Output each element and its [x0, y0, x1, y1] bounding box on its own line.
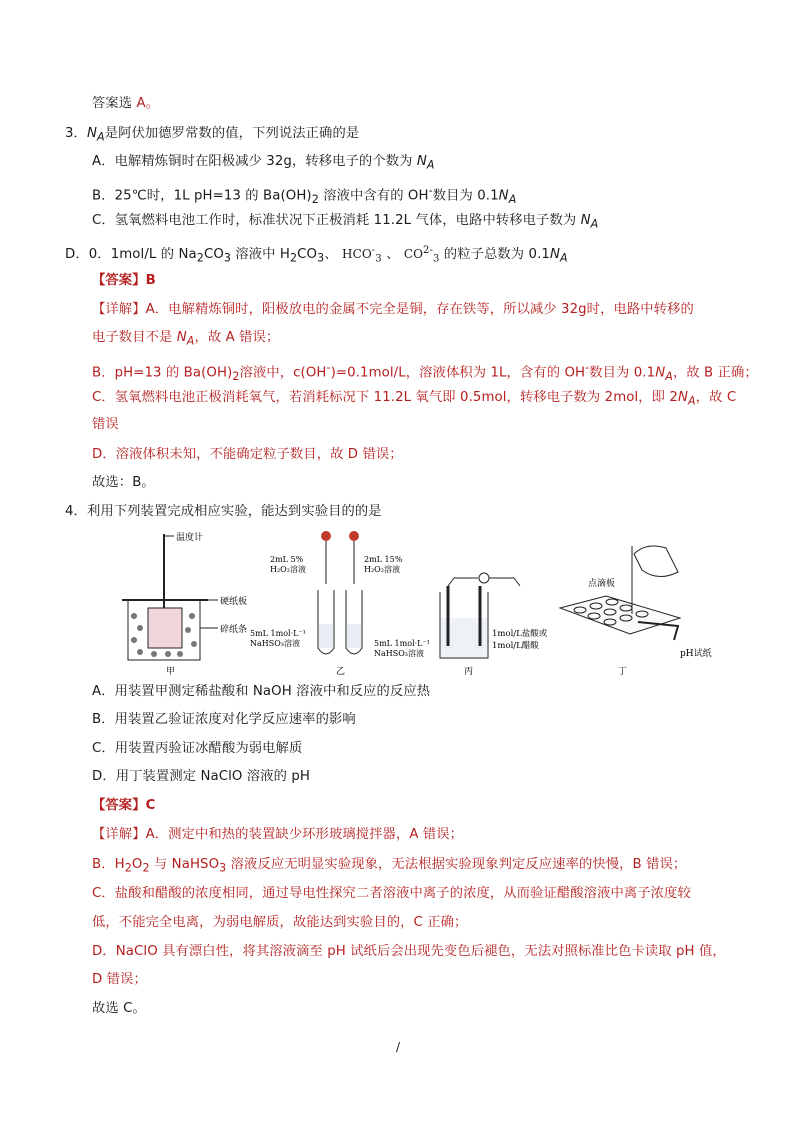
- detail-text: A．测定中和热的装置缺少环形玻璃搅拌器，A 错误；: [145, 827, 464, 842]
- q4-stem: [65, 502, 382, 522]
- q3-option-b-post: 数目为 0.1: [432, 188, 499, 204]
- q4-detail-b: [92, 855, 686, 879]
- q3-option-d-h: 溶液中 H: [231, 247, 290, 262]
- dropper-bulb-left: [321, 531, 331, 541]
- dropper-bulb-right: [349, 531, 359, 541]
- conclusion-text: 故选：B。: [92, 475, 155, 490]
- spot-plate: [560, 596, 680, 634]
- detail-text: B．H: [92, 857, 125, 872]
- caption-ding: 丁: [618, 667, 628, 676]
- caption-bing: 丙: [464, 667, 474, 676]
- option-text: A．用装置甲测定稀盐酸和 NaOH 溶液中和反应的反应热: [92, 684, 431, 699]
- q3-option-a: [92, 152, 435, 176]
- apparatus-ding: [560, 546, 680, 640]
- label-paper: 碎纸条: [220, 625, 248, 635]
- caption-jia: 甲: [166, 667, 176, 676]
- detail-text: 电子数目不是: [92, 330, 177, 345]
- label-board: 硬纸板: [220, 597, 248, 607]
- wire-right: [489, 578, 520, 586]
- answer-value: B: [145, 273, 156, 288]
- co3-formula: [403, 245, 440, 265]
- q4-number: 4．: [65, 504, 87, 519]
- q4-detail-d2: [92, 970, 147, 990]
- detail-text: 与 NaHSO: [149, 857, 220, 872]
- detail-text: ，故 C: [695, 390, 737, 405]
- option-text: B．用装置乙验证浓度对化学反应速率的影响: [92, 712, 356, 727]
- q3-detail-c1: [92, 388, 736, 412]
- detail-text: 低，不能完全电离，为弱电解质，故能达到实验目的，C 正确；: [92, 915, 468, 930]
- q3-conclusion: [92, 473, 155, 493]
- q4-conclusion: [92, 999, 146, 1019]
- q4-answer: [92, 796, 155, 816]
- conclusion-text: 故选 C。: [92, 1001, 146, 1016]
- subscript: 3: [375, 253, 382, 265]
- q3-detail-a2: [92, 328, 279, 352]
- q2-answer-line: [92, 94, 159, 114]
- q4-detail-c1: [92, 884, 691, 904]
- detail-label: 【详解】: [92, 302, 146, 317]
- detail-label: 【详解】: [92, 827, 146, 842]
- label-ding-plate: 点滴板: [588, 579, 616, 589]
- option-text: D．用丁装置测定 NaClO 溶液的 pH: [92, 769, 310, 784]
- caption-yi: 乙: [336, 667, 346, 676]
- na-sub: A: [560, 251, 568, 265]
- label-yi-right-bottom: 5mL 1mol·L⁻¹: [374, 639, 430, 648]
- na-sub: A: [426, 158, 435, 172]
- label-ding-paper: pH试纸: [680, 649, 712, 659]
- na-symbol: N: [655, 365, 666, 381]
- subscript: 3: [219, 861, 227, 875]
- na-symbol: N: [580, 213, 591, 228]
- q3-detail-c2: [92, 415, 119, 435]
- superscript: -: [326, 361, 331, 374]
- q3-option-d-text: D．0．1mol/L 的 Na: [65, 247, 197, 262]
- na-symbol: N: [549, 247, 560, 262]
- subscript: 3: [317, 251, 325, 265]
- q3-answer: [92, 271, 156, 291]
- q3-number: 3．: [65, 126, 87, 141]
- apparatus-yi: [318, 531, 362, 654]
- q2-answer-prefix: 答案选: [92, 96, 137, 111]
- answer-label: 【答案】: [92, 798, 146, 813]
- label-yi-left-top: 2mL 5%: [270, 555, 304, 564]
- label-yi-left-bottom: 5mL 1mol·L⁻¹: [250, 629, 306, 638]
- detail-text: 错误: [92, 417, 119, 432]
- subscript: 2: [142, 861, 150, 875]
- q3-detail-b: [92, 358, 758, 387]
- apparatus-jia: [122, 534, 218, 660]
- q3-option-c-text: C．氢氧燃料电池工作时，标准状况下正极消耗 11.2L 气体，电路中转移电子数为: [92, 213, 581, 228]
- liquid-right: [347, 624, 361, 648]
- option-text: C．用装置丙验证冰醋酸为弱电解质: [92, 741, 303, 756]
- na-symbol: N: [677, 390, 689, 405]
- na-sub: A: [688, 394, 696, 408]
- subscript: 3: [433, 253, 440, 265]
- hco3-text: HCO: [342, 247, 372, 261]
- detail-text: )=0.1mol/L，溶液体积为 1L，含有的 OH: [330, 365, 586, 381]
- q2-answer-value: A。: [136, 96, 160, 111]
- label-yi-right-top2: H₂O₂溶液: [364, 565, 400, 574]
- label-bing-2: 1mol/L醋酸: [492, 641, 539, 651]
- apparatus-svg: [118, 526, 728, 676]
- label-bing-1: 1mol/L盐酸或: [492, 629, 548, 639]
- detail-text: O: [131, 857, 143, 872]
- subscript: 2: [232, 370, 240, 384]
- detail-text: 溶液反应无明显实验现象，无法根据实验现象判定反应速率的快慢，B 错误；: [226, 857, 687, 872]
- q3-option-b-text: B．25℃时，1L pH=13 的 Ba(OH): [92, 188, 312, 204]
- label-yi-right-bottom2: NaHSO₃溶液: [374, 649, 424, 658]
- hco3-formula: [342, 245, 382, 265]
- na-sub: A: [590, 217, 599, 231]
- na-sub: A: [665, 370, 673, 384]
- detail-text: D．溶液体积未知，不能确定粒子数目，故 D 错误；: [92, 447, 403, 462]
- label-yi-right-top: 2mL 15%: [364, 555, 403, 564]
- q3-stem-text: 是阿伏加德罗常数的值，下列说法正确的是: [104, 126, 360, 141]
- q3-option-d: [65, 241, 568, 269]
- q4-option-d: [92, 767, 310, 787]
- superscript: -: [428, 184, 433, 197]
- subscript: 2: [290, 251, 298, 265]
- q3-detail-a1: [92, 300, 694, 320]
- detail-text: B．pH=13 的 Ba(OH): [92, 365, 233, 381]
- q3-option-c: [92, 211, 598, 235]
- na-symbol: N: [176, 330, 187, 345]
- apparatus-figure: [118, 526, 728, 676]
- superscript: 2-: [423, 245, 433, 256]
- detail-text: ，故 B 正确；: [672, 365, 758, 381]
- q4-option-c: [92, 739, 302, 759]
- answer-label: 【答案】: [92, 273, 146, 288]
- co3-text: CO: [403, 247, 424, 261]
- na-sub: A: [186, 334, 195, 348]
- q3-option-b: [92, 181, 516, 210]
- subscript: 2: [311, 193, 319, 207]
- superscript: -: [371, 245, 376, 256]
- detail-text: A．电解精炼铜时，阳极放电的金属不完全是铜，存在铁等，所以减少 32g时，电路中转移的: [145, 302, 694, 317]
- q4-detail-a: [92, 825, 463, 845]
- detail-text: 溶液中，c(OH: [239, 365, 327, 381]
- superscript: -: [585, 361, 590, 374]
- detail-text: C．盐酸和醋酸的浓度相同，通过导电性探究二者溶液中离子的浓度，从而验证醋酸溶液中离子浓度较: [92, 886, 691, 901]
- answer-value: C: [145, 798, 156, 813]
- q3-stem: [65, 124, 359, 148]
- detail-text: D 错误；: [92, 972, 147, 987]
- detail-text: C．氢氧燃料电池正极消耗氧气，若消耗标况下 11.2L 氧气即 0.5mol，转移电子数为 2mol，即 2: [92, 390, 678, 405]
- q3-option-d-co2: CO: [297, 247, 318, 262]
- q4-option-b: [92, 710, 356, 730]
- separator: 、: [386, 247, 400, 262]
- subscript: 3: [223, 251, 232, 265]
- q4-option-a: [92, 682, 430, 702]
- q3-option-d-co: CO: [203, 247, 224, 262]
- na-symbol: N: [86, 126, 98, 141]
- page-number: /: [396, 1040, 401, 1054]
- label-thermometer: 温度计: [176, 533, 204, 543]
- hand-icon: [634, 546, 678, 577]
- na-symbol: N: [498, 188, 509, 204]
- q3-option-d-post: 的粒子总数为 0.1: [443, 247, 550, 262]
- label-yi-left-top2: H₂O₂溶液: [270, 565, 306, 574]
- q4-detail-d1: [92, 942, 726, 962]
- detail-text: ，故 A 错误；: [194, 330, 280, 345]
- subscript: 2: [196, 251, 204, 265]
- na-sub: A: [97, 130, 105, 144]
- inner-beaker: [148, 608, 182, 648]
- q3-detail-d: [92, 445, 403, 465]
- label-yi-left-bottom2: NaHSO₃溶液: [250, 639, 300, 648]
- liquid-left: [319, 624, 333, 648]
- na-sub: A: [508, 193, 517, 207]
- wire-left: [448, 578, 478, 586]
- subscript: 2: [124, 861, 132, 875]
- q4-detail-c2: [92, 913, 467, 933]
- separator: 、: [324, 247, 338, 262]
- q4-stem-text: 利用下列装置完成相应实验，能达到实验目的的是: [86, 504, 382, 519]
- na-symbol: N: [416, 154, 427, 169]
- q3-option-b-mid: 溶液中含有的 OH: [318, 188, 429, 204]
- detail-text: 数目为 0.1: [589, 365, 656, 381]
- q3-option-a-text: A．电解精炼铜时在阳极减少 32g，转移电子的个数为: [92, 154, 417, 169]
- bulb-icon: [479, 573, 489, 583]
- detail-text: D．NaClO 具有漂白性，将其溶液滴至 pH 试纸后会出现先变色后褪色，无法对照标准比色卡读取 pH 值，: [92, 944, 726, 959]
